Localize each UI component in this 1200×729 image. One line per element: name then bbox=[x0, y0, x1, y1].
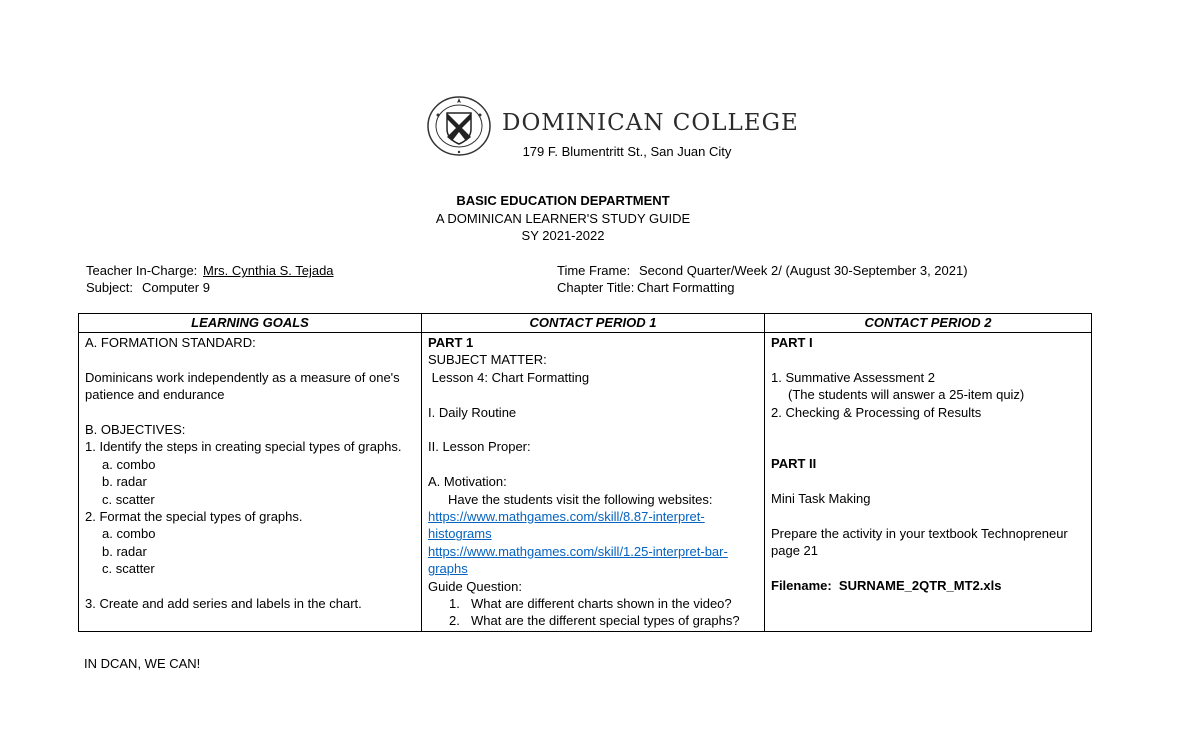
histogram-link[interactable]: https://www.mathgames.com/skill/8.87-interpret- bbox=[428, 509, 705, 525]
checking-results: 2. Checking & Processing of Results bbox=[771, 404, 982, 420]
question-1 bbox=[428, 595, 758, 612]
guide-question: Guide Question: bbox=[428, 578, 522, 594]
contact-period-2-cell bbox=[765, 333, 1092, 632]
filename bbox=[771, 577, 1085, 594]
formation-heading: A. FORMATION STANDARD: bbox=[85, 335, 256, 350]
department-title: BASIC EDUCATION DEPARTMENT bbox=[456, 193, 670, 208]
teacher-value: Mrs. Cynthia S. Tejada bbox=[203, 263, 334, 278]
timeframe-label: Time Frame: bbox=[557, 263, 631, 278]
motivation: A. Motivation: bbox=[428, 474, 507, 490]
objective-2-c: c. scatter bbox=[102, 561, 155, 577]
objective-1: 1. Identify the steps in creating special types of graphs. bbox=[85, 439, 402, 455]
subject-info bbox=[86, 279, 210, 297]
subject-label: Subject: bbox=[86, 280, 133, 295]
teacher-info bbox=[86, 262, 334, 280]
subject-matter: SUBJECT MATTER: bbox=[428, 352, 547, 368]
timeframe-value: Second Quarter/Week 2/ (August 30-September 3, 2021) bbox=[639, 263, 968, 278]
header-learning-goals: LEARNING GOALS bbox=[79, 314, 422, 333]
timeframe-info bbox=[557, 262, 968, 280]
chapter-value: Chart Formatting bbox=[637, 280, 735, 295]
teacher-label: Teacher In-Charge: bbox=[86, 263, 198, 278]
objective-1-a: a. combo bbox=[102, 456, 156, 472]
filename-label: Filename: bbox=[771, 578, 832, 594]
objective-1-b: b. radar bbox=[102, 474, 147, 490]
question-2 bbox=[428, 612, 758, 629]
part-ii-heading: PART II bbox=[771, 456, 817, 472]
summative-note: (The students will answer a 25-item quiz) bbox=[788, 387, 1025, 403]
chapter-info bbox=[557, 279, 735, 297]
school-year: SY 2021-2022 bbox=[521, 228, 605, 243]
chapter-label: Chapter Title: bbox=[557, 280, 635, 295]
bar-graph-link[interactable]: https://www.mathgames.com/skill/1.25-interpret-bar- bbox=[428, 543, 728, 559]
lesson-proper: II. Lesson Proper: bbox=[428, 439, 531, 455]
summative-assessment: 1. Summative Assessment 2 bbox=[771, 369, 936, 385]
objectives-heading: B. OBJECTIVES: bbox=[85, 422, 186, 437]
contact-period-1-cell bbox=[422, 333, 765, 632]
guide-title: A DOMINICAN LEARNER'S STUDY GUIDE bbox=[435, 210, 691, 226]
objective-3: 3. Create and add series and labels in the chart. bbox=[85, 596, 362, 612]
question-2-text: What are the different special types of graphs? bbox=[471, 613, 740, 629]
objective-2: 2. Format the special types of graphs. bbox=[85, 509, 303, 525]
footer-motto: IN DCAN, WE CAN! bbox=[84, 656, 201, 671]
title-block bbox=[0, 192, 1126, 245]
prepare-activity-1: Prepare the activity in your textbook Technopreneur bbox=[771, 526, 1068, 541]
histogram-link-cont[interactable]: histograms bbox=[428, 526, 492, 542]
daily-routine: I. Daily Routine bbox=[428, 404, 517, 420]
college-address: 179 F. Blumentritt St., San Juan City bbox=[522, 144, 732, 159]
question-2-number: 2. bbox=[449, 613, 460, 629]
learning-goals-cell bbox=[79, 333, 422, 632]
question-1-number: 1. bbox=[449, 596, 460, 612]
subject-value: Computer 9 bbox=[142, 280, 210, 295]
formation-text-2: patience and endurance bbox=[85, 387, 225, 403]
lesson-title: Lesson 4: Chart Formatting bbox=[428, 369, 590, 385]
objective-2-b: b. radar bbox=[102, 543, 147, 559]
part-1-heading: PART 1 bbox=[428, 335, 474, 350]
header-contact-period-2: CONTACT PERIOD 2 bbox=[765, 314, 1092, 333]
part-i-heading: PART I bbox=[771, 335, 813, 350]
visit-instruction: Have the students visit the following websites: bbox=[448, 491, 713, 507]
formation-text-1: Dominicans work independently as a measure of one's bbox=[85, 369, 400, 385]
objective-1-c: c. scatter bbox=[102, 491, 155, 507]
study-guide-table bbox=[78, 313, 1092, 632]
filename-value: SURNAME_2QTR_MT2.xls bbox=[838, 578, 1002, 594]
mini-task: Mini Task Making bbox=[771, 491, 871, 507]
question-1-text: What are different charts shown in the video? bbox=[471, 596, 732, 612]
objective-2-a: a. combo bbox=[102, 526, 156, 542]
college-name: DOMINICAN COLLEGE bbox=[502, 110, 799, 136]
header-contact-period-1: CONTACT PERIOD 1 bbox=[422, 314, 765, 333]
bar-graph-link-cont[interactable]: graphs bbox=[428, 561, 468, 577]
prepare-activity-2: page 21 bbox=[771, 543, 818, 559]
